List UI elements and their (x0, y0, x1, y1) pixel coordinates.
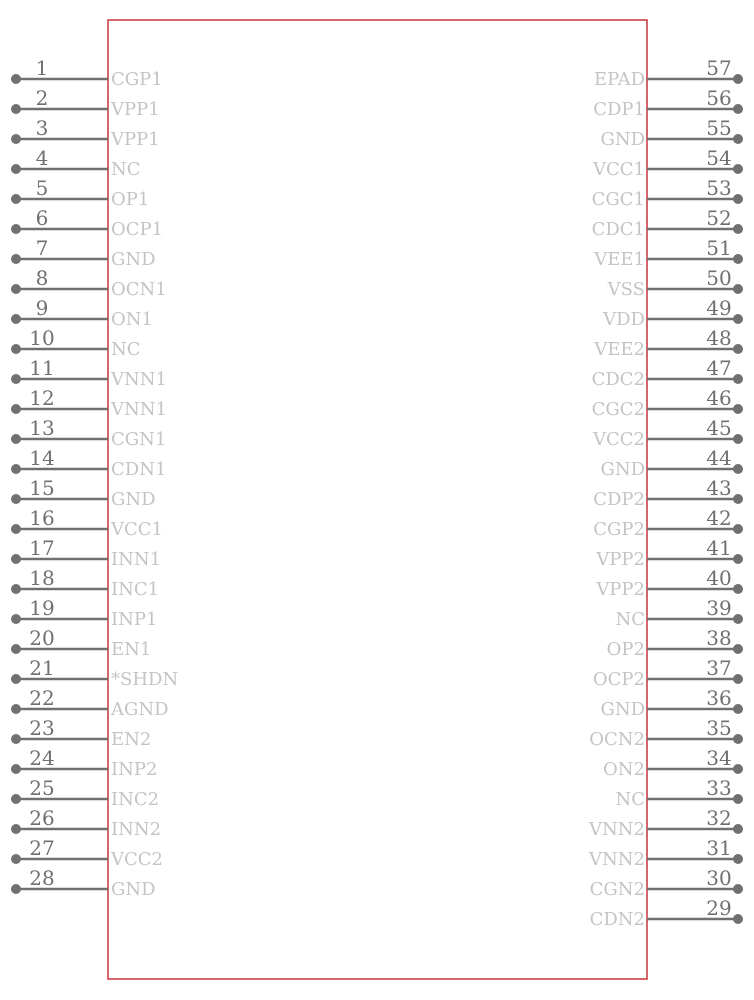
pin-2 (11, 86, 160, 120)
pin-name: OCP1 (111, 219, 164, 240)
pin-number: 45 (706, 416, 732, 440)
pin-endpoint-dot (733, 254, 743, 264)
right-pin-group (588, 56, 743, 930)
pin-name: CDP1 (593, 99, 645, 120)
pin-number: 33 (706, 776, 732, 800)
pin-name: VPP1 (111, 129, 160, 150)
pin-41 (595, 536, 743, 570)
pin-19 (11, 596, 157, 630)
pin-name: INP1 (111, 609, 158, 630)
pin-number: 37 (706, 656, 732, 680)
pin-number: 25 (29, 776, 55, 800)
pin-endpoint-dot (11, 164, 21, 174)
pin-13 (11, 416, 166, 450)
pin-number: 24 (29, 746, 55, 770)
pin-name: CGP2 (593, 519, 645, 540)
pin-name: INN2 (111, 819, 162, 840)
pin-endpoint-dot (11, 704, 21, 714)
pin-number: 16 (29, 506, 55, 530)
pin-name: VCC2 (111, 849, 163, 870)
pin-endpoint-dot (11, 764, 21, 774)
pin-name: CDC2 (591, 369, 645, 390)
pin-name: CGC2 (591, 399, 645, 420)
pin-endpoint-dot (733, 194, 743, 204)
pin-name: GND (111, 249, 156, 270)
pin-endpoint-dot (11, 554, 21, 564)
pin-name: VNN2 (589, 819, 645, 840)
left-pin-group (11, 56, 178, 900)
pin-43 (593, 476, 743, 510)
pin-endpoint-dot (11, 584, 21, 594)
pin-number: 26 (29, 806, 55, 830)
pin-endpoint-dot (11, 644, 21, 654)
pin-4 (11, 146, 141, 180)
pin-53 (592, 176, 743, 210)
pin-name: INC1 (111, 579, 160, 600)
pin-endpoint-dot (733, 494, 743, 504)
pin-9 (11, 296, 153, 330)
pin-number: 11 (29, 356, 55, 380)
pin-number: 27 (29, 836, 55, 860)
pin-endpoint-dot (733, 164, 743, 174)
pin-3 (11, 116, 160, 150)
pin-number: 7 (35, 236, 49, 260)
pin-number: 21 (29, 656, 55, 680)
pin-name: ON2 (603, 759, 645, 780)
pin-50 (607, 266, 743, 300)
pin-name: OP2 (606, 639, 645, 660)
pin-endpoint-dot (733, 314, 743, 324)
pin-31 (588, 836, 743, 870)
pin-endpoint-dot (733, 134, 743, 144)
pin-number: 48 (706, 326, 732, 350)
pin-name: *SHDN (111, 669, 179, 690)
pin-22 (11, 686, 169, 720)
pin-16 (11, 506, 163, 540)
pin-55 (600, 116, 743, 150)
pin-name: CDN2 (589, 909, 645, 930)
pin-endpoint-dot (11, 224, 21, 234)
pin-name: EPAD (593, 69, 645, 90)
pin-endpoint-dot (11, 194, 21, 204)
pin-endpoint-dot (733, 704, 743, 714)
pin-27 (11, 836, 163, 870)
pin-endpoint-dot (11, 884, 21, 894)
pin-endpoint-dot (733, 914, 743, 924)
pin-number: 2 (35, 86, 49, 110)
pin-29 (590, 896, 743, 930)
pin-endpoint-dot (733, 884, 743, 894)
pin-15 (11, 476, 156, 510)
pin-endpoint-dot (11, 374, 21, 384)
pin-endpoint-dot (733, 764, 743, 774)
pin-6 (11, 206, 163, 240)
pin-name: VNN2 (589, 849, 645, 870)
pin-name: VNN1 (111, 369, 167, 390)
pin-name: OP1 (111, 189, 150, 210)
pin-endpoint-dot (11, 134, 21, 144)
pin-name: NC (111, 339, 141, 360)
pin-name: CDP2 (593, 489, 645, 510)
pin-number: 55 (706, 116, 732, 140)
pin-46 (592, 386, 743, 420)
pin-56 (593, 86, 743, 120)
pin-30 (590, 866, 743, 900)
pin-endpoint-dot (733, 464, 743, 474)
pin-number: 28 (29, 866, 55, 890)
pin-name: GND (111, 489, 156, 510)
pin-number: 9 (35, 296, 49, 320)
pin-18 (11, 566, 159, 600)
pin-number: 31 (706, 836, 732, 860)
pin-11 (11, 356, 167, 390)
pin-7 (11, 236, 156, 270)
pin-number: 19 (29, 596, 55, 620)
pin-38 (607, 626, 743, 660)
pin-40 (595, 566, 743, 600)
pin-number: 12 (29, 386, 55, 410)
pin-26 (11, 806, 161, 840)
pin-endpoint-dot (11, 104, 21, 114)
pin-number: 20 (29, 626, 55, 650)
pin-number: 57 (706, 56, 732, 80)
pin-endpoint-dot (11, 284, 21, 294)
pin-endpoint-dot (733, 794, 743, 804)
pin-name: CGP1 (111, 69, 163, 90)
pin-endpoint-dot (733, 284, 743, 294)
pin-10 (11, 326, 141, 360)
pin-49 (602, 296, 743, 330)
pin-name: INC2 (111, 789, 160, 810)
pin-name: VCC1 (111, 519, 163, 540)
pin-name: NC (615, 609, 645, 630)
pin-name: OCN1 (111, 279, 167, 300)
pin-1 (11, 56, 163, 90)
pin-endpoint-dot (11, 464, 21, 474)
pin-33 (615, 776, 743, 810)
pin-number: 35 (706, 716, 732, 740)
pin-endpoint-dot (733, 434, 743, 444)
pin-endpoint-dot (11, 404, 21, 414)
pin-endpoint-dot (733, 854, 743, 864)
pin-number: 53 (706, 176, 732, 200)
pin-endpoint-dot (11, 824, 21, 834)
pin-12 (11, 386, 167, 420)
pin-name: GND (600, 699, 645, 720)
pin-number: 29 (706, 896, 732, 920)
pin-name: GND (600, 129, 645, 150)
pin-number: 13 (29, 416, 55, 440)
pin-42 (593, 506, 743, 540)
pin-name: VDD (603, 309, 645, 330)
pin-39 (615, 596, 743, 630)
pin-number: 36 (706, 686, 732, 710)
pin-number: 15 (29, 476, 55, 500)
pin-name: VPP2 (596, 549, 645, 570)
pin-endpoint-dot (11, 674, 21, 684)
pin-endpoint-dot (11, 254, 21, 264)
pin-name: INP2 (111, 759, 158, 780)
pin-35 (589, 716, 743, 750)
pin-number: 54 (706, 146, 732, 170)
pin-37 (593, 656, 743, 690)
pin-number: 46 (706, 386, 732, 410)
pin-endpoint-dot (11, 734, 21, 744)
pin-name: NC (615, 789, 645, 810)
pin-endpoint-dot (733, 644, 743, 654)
pin-endpoint-dot (11, 524, 21, 534)
pin-number: 14 (29, 446, 55, 470)
pin-21 (11, 656, 178, 690)
pin-name: NC (111, 159, 141, 180)
pin-54 (592, 146, 743, 180)
pin-number: 30 (706, 866, 732, 890)
pin-name: GND (600, 459, 645, 480)
pin-28 (11, 866, 156, 900)
pin-endpoint-dot (733, 524, 743, 534)
pin-number: 41 (706, 536, 732, 560)
pin-endpoint-dot (733, 404, 743, 414)
pin-23 (11, 716, 151, 750)
pin-name: CGN1 (111, 429, 167, 450)
pin-17 (11, 536, 161, 570)
pin-number: 56 (706, 86, 732, 110)
pin-name: GND (111, 879, 156, 900)
pin-name: VCC2 (593, 429, 645, 450)
pin-name: CGC1 (591, 189, 645, 210)
pin-endpoint-dot (733, 374, 743, 384)
pin-endpoint-dot (11, 74, 21, 84)
pin-name: VEE2 (594, 339, 645, 360)
pin-endpoint-dot (733, 674, 743, 684)
pin-endpoint-dot (11, 794, 21, 804)
pin-number: 43 (706, 476, 732, 500)
pin-number: 34 (706, 746, 732, 770)
pin-name: VPP1 (111, 99, 160, 120)
pin-endpoint-dot (733, 344, 743, 354)
pin-8 (11, 266, 167, 300)
pin-45 (592, 416, 743, 450)
pin-name: EN2 (111, 729, 152, 750)
pin-57 (594, 56, 743, 90)
pin-name: CDN1 (111, 459, 167, 480)
pin-number: 50 (706, 266, 732, 290)
pin-20 (11, 626, 151, 660)
pin-44 (600, 446, 743, 480)
pin-36 (600, 686, 743, 720)
pin-number: 42 (706, 506, 732, 530)
pin-34 (603, 746, 743, 780)
pin-endpoint-dot (733, 104, 743, 114)
pin-endpoint-dot (733, 74, 743, 84)
pin-name: CGN2 (589, 879, 645, 900)
pin-endpoint-dot (11, 344, 21, 354)
pin-name: OCN2 (589, 729, 645, 750)
pin-number: 51 (706, 236, 732, 260)
pin-name: VNN1 (111, 399, 167, 420)
pin-number: 6 (35, 206, 49, 230)
pin-24 (11, 746, 157, 780)
pin-endpoint-dot (11, 434, 21, 444)
pin-number: 38 (706, 626, 732, 650)
pin-48 (593, 326, 743, 360)
pin-number: 17 (29, 536, 55, 560)
pin-name: EN1 (111, 639, 152, 660)
pin-name: VSS (607, 279, 645, 300)
pin-5 (11, 176, 149, 210)
pin-endpoint-dot (11, 854, 21, 864)
pin-47 (592, 356, 743, 390)
pin-endpoint-dot (733, 584, 743, 594)
pin-name: INN1 (111, 549, 162, 570)
pin-endpoint-dot (733, 614, 743, 624)
pin-endpoint-dot (733, 224, 743, 234)
pin-25 (11, 776, 159, 810)
pin-number: 22 (29, 686, 55, 710)
pin-name: OCP2 (592, 669, 645, 690)
pin-name: VPP2 (596, 579, 645, 600)
pin-name: VCC1 (593, 159, 645, 180)
component-body (108, 20, 647, 979)
pin-endpoint-dot (733, 554, 743, 564)
pin-endpoint-dot (11, 314, 21, 324)
pin-name: AGND (111, 699, 169, 720)
pin-51 (593, 236, 743, 270)
pin-number: 10 (29, 326, 55, 350)
pin-name: ON1 (111, 309, 153, 330)
pin-number: 3 (35, 116, 49, 140)
pin-name: CDC1 (591, 219, 645, 240)
pin-number: 1 (35, 56, 49, 80)
pin-number: 23 (29, 716, 55, 740)
pin-32 (588, 806, 743, 840)
pin-14 (11, 446, 166, 480)
pin-endpoint-dot (11, 494, 21, 504)
pin-endpoint-dot (11, 614, 21, 624)
pin-number: 49 (706, 296, 732, 320)
pin-number: 40 (706, 566, 732, 590)
pin-name: VEE1 (594, 249, 645, 270)
pin-endpoint-dot (733, 734, 743, 744)
pin-number: 52 (706, 206, 732, 230)
pin-number: 39 (706, 596, 732, 620)
pin-number: 32 (706, 806, 732, 830)
pin-number: 44 (706, 446, 732, 470)
pin-52 (592, 206, 743, 240)
pin-number: 4 (35, 146, 49, 170)
pin-number: 8 (35, 266, 49, 290)
pin-number: 18 (29, 566, 55, 590)
pin-number: 47 (706, 356, 732, 380)
pin-number: 5 (35, 176, 49, 200)
pin-endpoint-dot (733, 824, 743, 834)
